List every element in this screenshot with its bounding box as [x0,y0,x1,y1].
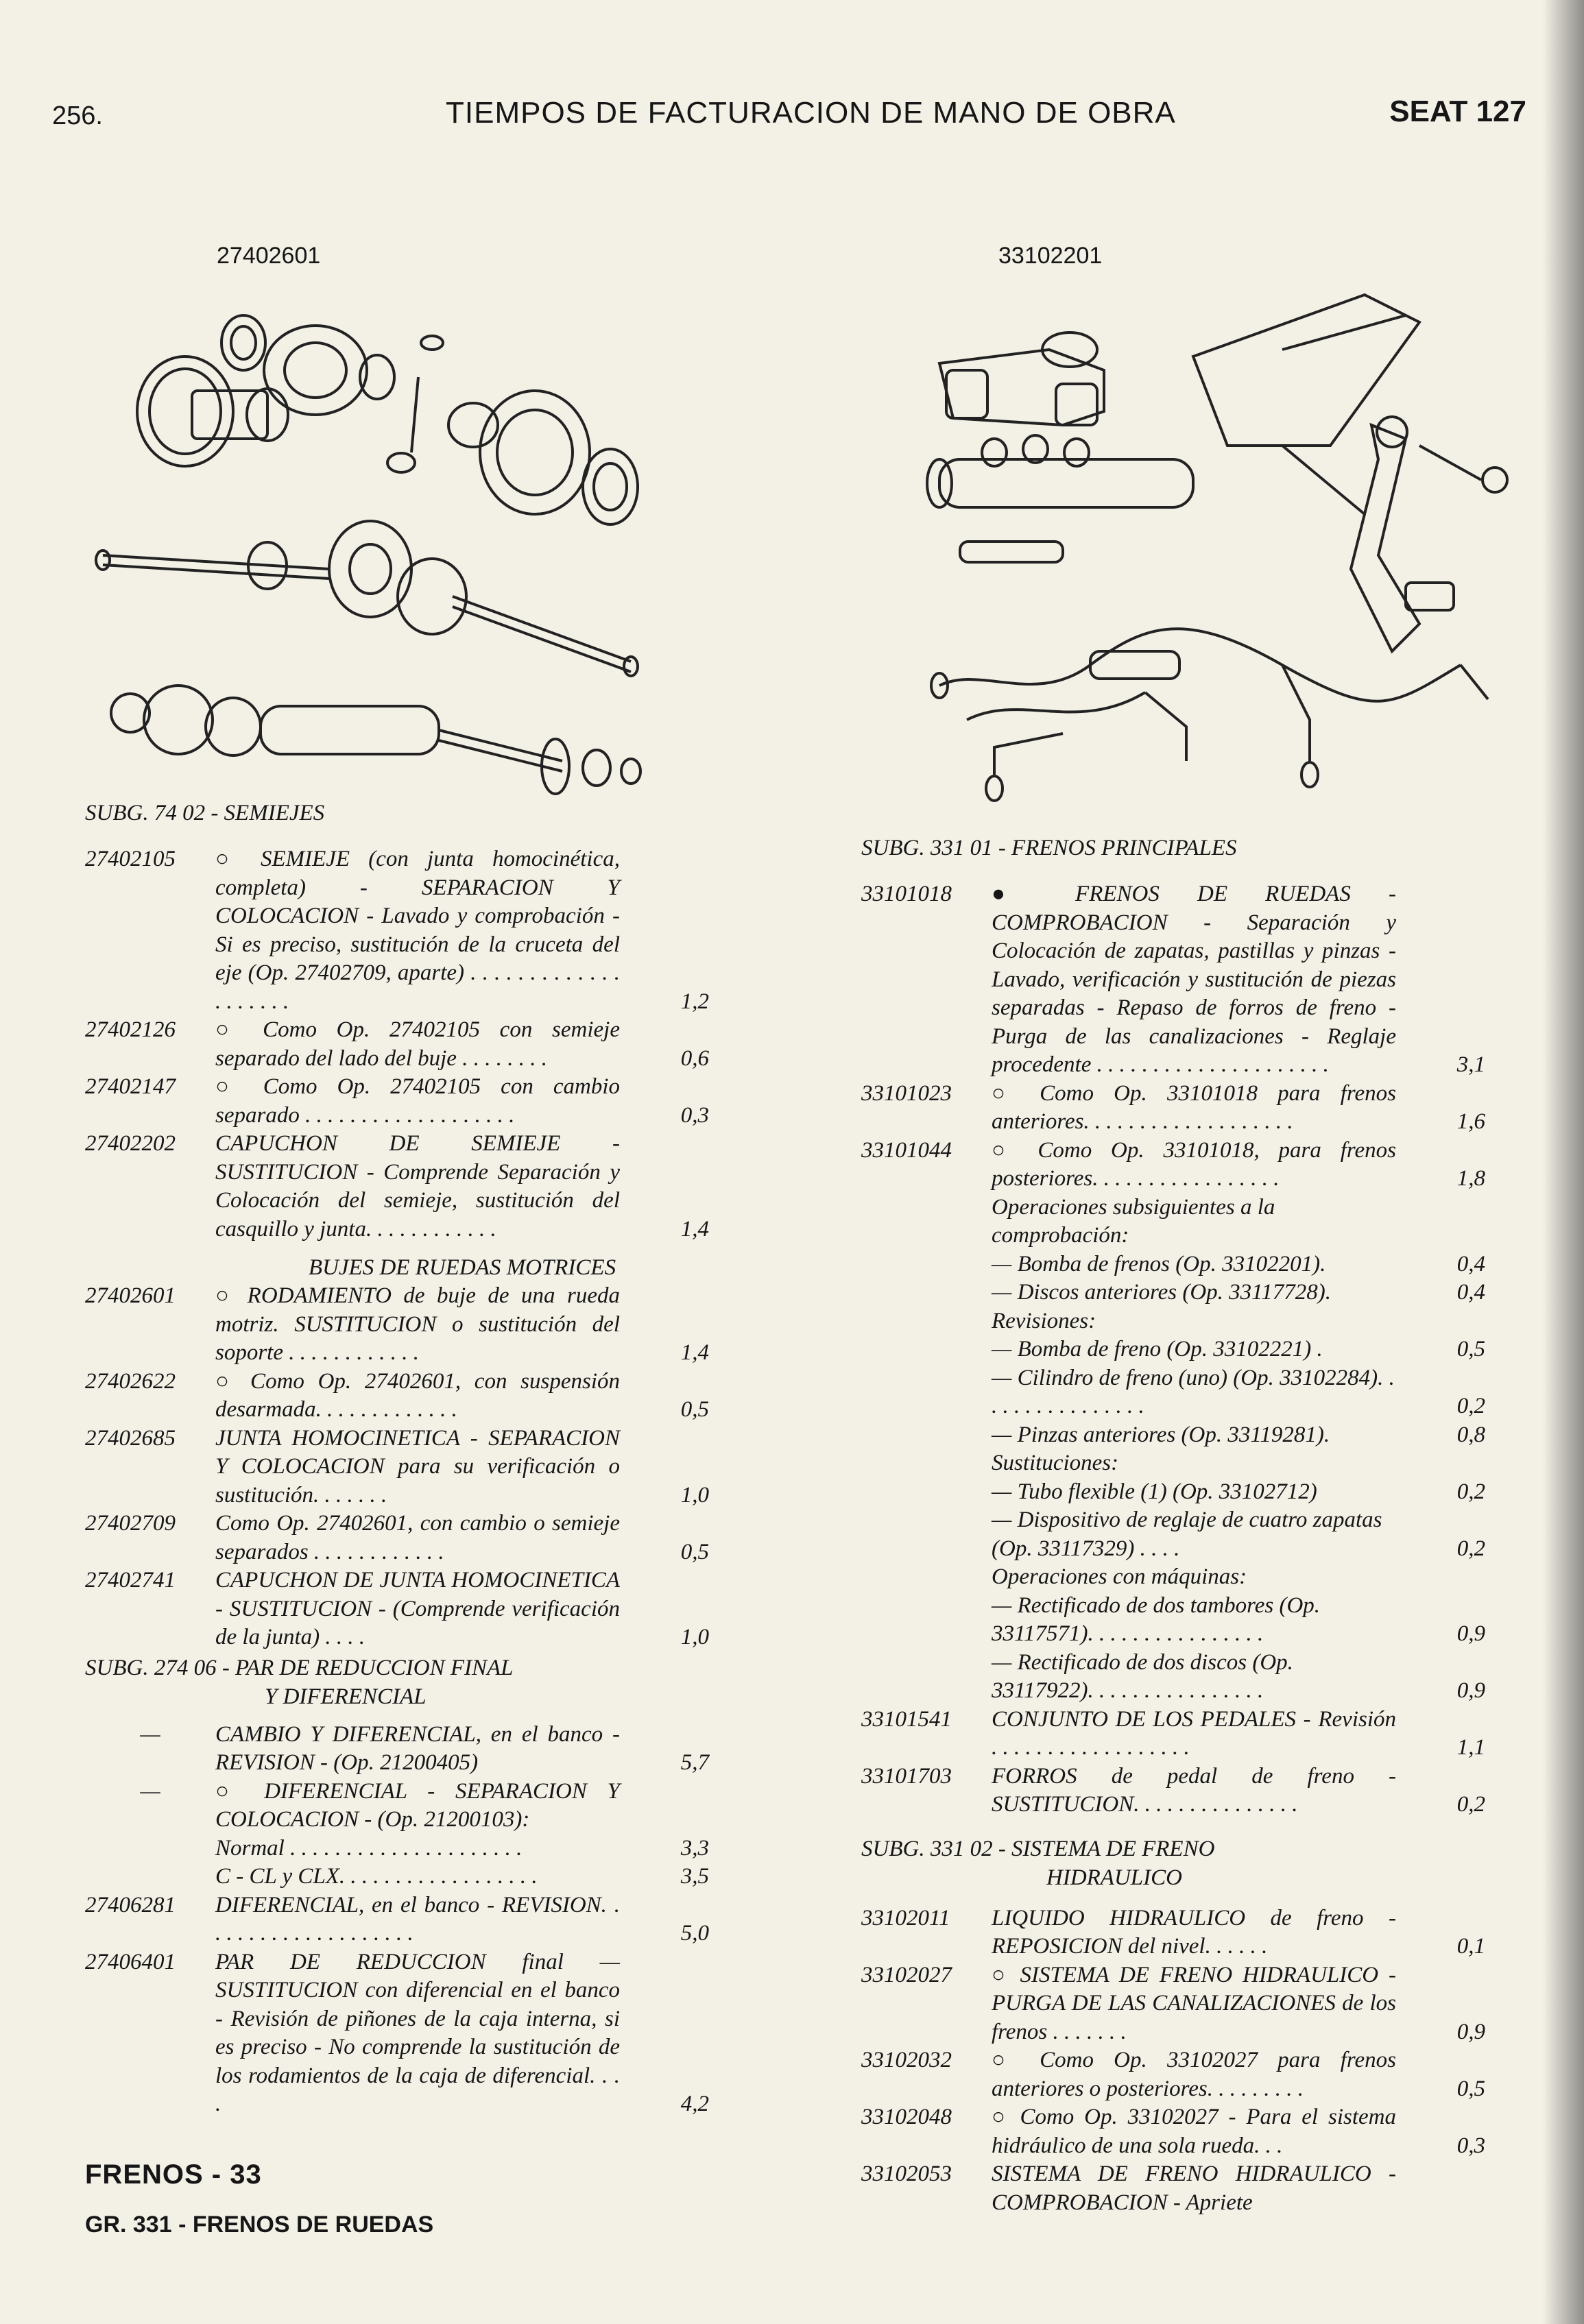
sub-operation: — Discos anteriores (Op. 33117728). [992,1280,1331,1305]
left-column [85,799,709,2119]
half-shaft-illustration [96,521,638,676]
variant-label: C - CL y CLX. . . . . . . . . . . . . . . . . . [215,1864,538,1889]
sub-operation: — Tubo flexible (1) (Op. 33102712) [992,1479,1317,1504]
operation-code: 27402202 [85,1131,176,1156]
operation-code: 33102011 [861,1905,950,1930]
page-number: 256. [52,101,103,130]
operation-time: 1,0 [680,1482,709,1508]
section-subheading: BUJES DE RUEDAS MOTRICES [308,1255,616,1280]
operation-description: SISTEMA DE FRENO HIDRAULICO - COMPROBACION - Apriete [992,2162,1396,2215]
operation-description: FORROS de pedal de freno - SUSTITUCION. . . . . . . . . . . . . . . [992,1763,1396,1817]
operation-code: 27402741 [85,1568,176,1593]
section-label: Operaciones subsiguientes a la comprobación: [992,1194,1275,1248]
operation-time: 0,6 [680,1045,709,1071]
section-label: Revisiones: [992,1308,1096,1333]
operation-description: ○ Como Op. 33101018 para frenos anteriores. . . . . . . . . . . . . . . . . . . [992,1080,1396,1134]
operation-time: 0,5 [680,1397,709,1422]
operation-code: 27402685 [85,1425,176,1451]
operation-description: ○ Como Op. 27402105 con cambio separado . . . . . . . . . . . . . . . . . . . [215,1074,620,1128]
list-item [861,2103,1485,2160]
sub-operation: — Pinzas anteriores (Op. 33119281). [992,1422,1330,1447]
operation-time: 0,5 [680,1539,709,1564]
operation-description: CONJUNTO DE LOS PEDALES - Revisión . . . . . . . . . . . . . . . . . . [992,1706,1396,1760]
section-label: Sustituciones: [992,1451,1119,1475]
operation-code: 27406281 [85,1892,176,1917]
right-column [861,834,1485,2217]
operation-time: 0,8 [1456,1422,1485,1447]
operation-code: 33102053 [861,2162,952,2186]
variant-label: Normal . . . . . . . . . . . . . . . . . . . . . [215,1835,523,1861]
brake-fluid-reservoir-illustration [939,332,1104,425]
operation-time: 0,5 [1456,2076,1485,2101]
list-item [85,1863,709,1891]
sub-operation: — Bomba de frenos (Op. 33102201). [992,1251,1326,1276]
operation-description: ○ Como Op. 33101018, para frenos posteriores. . . . . . . . . . . . . . . . . [992,1137,1396,1191]
subgroup-heading-line: SUBG. 274 06 - PAR DE REDUCCION FINAL [85,1655,514,1680]
operation-time: 0,2 [1456,1792,1485,1817]
operation-description: JUNTA HOMOCINETICA - SEPARACION Y COLOCACION para su verificación o sustitución. . . . . . . [215,1425,620,1508]
operation-description: ○ DIFERENCIAL - SEPARACION Y COLOCACION - (Op. 21200103): [215,1778,620,1832]
operation-code: 27406401 [85,1949,176,1974]
operation-time: 0,2 [1456,1394,1485,1418]
operation-time: 0,2 [1456,1479,1485,1504]
operation-time: 0,9 [1456,1621,1485,1646]
operation-description: ○ Como Op. 27402105 con semieje separado del lado del buje . . . . . . . . [215,1017,620,1071]
list-item [861,1563,1485,1592]
operation-time: 1,1 [1456,1735,1485,1760]
operation-time: 0,1 [1456,1934,1485,1959]
subgroup-heading: SUBG. 331 01 - FRENOS PRINCIPALES [861,836,1237,860]
section-footer: FRENOS - 33 [85,2159,262,2190]
list-item [85,1282,709,1368]
brake-lines-illustration [931,629,1488,801]
list-item [85,1891,709,1948]
operation-code: 33102027 [861,1962,952,1987]
master-cylinder-illustration [927,435,1193,562]
list-item [85,1510,709,1566]
list-item [85,845,709,1016]
list-item [85,1566,709,1652]
operation-description: ○ SEMIEJE (con junta homocinética, completa) - SEPARACION Y COLOCACION - Lavado y comprobación - Si es preciso, sustitución de la cruceta del eje (Op. 27402709, aparte) . . . . . . . . . . . . . . . . . . . . [215,847,620,1014]
operation-time: 0,4 [1456,1280,1485,1305]
list-item [85,1425,709,1510]
left-figure-code: 27402601 [217,243,321,269]
operation-code: 33101018 [861,882,952,906]
operation-description: ○ Como Op. 33102027 para frenos anteriores o posteriores. . . . . . . . . [992,2048,1396,2101]
operation-time: 3,1 [1456,1052,1485,1077]
list-item [861,1335,1485,1364]
list-item [861,1194,1485,1250]
operation-time: 5,0 [680,1921,709,1946]
operation-time: 3,5 [680,1864,709,1889]
operation-code: 27402622 [85,1368,176,1394]
subgroup-heading-line: HIDRAULICO [1046,1865,1182,1890]
list-item [85,1130,709,1244]
list-item [861,1364,1485,1421]
subgroup-heading-line: Y DIFERENCIAL [265,1684,427,1709]
list-item [861,1478,1485,1507]
page-title: TIEMPOS DE FACTURACION DE MANO DE OBRA [446,96,1176,130]
list-item [861,1250,1485,1279]
entry-list [861,880,1485,1819]
operation-description: PAR DE REDUCCION final — SUSTITUCION con diferencial en el banco - Revisión de piñones de la caja interna, si es preciso - No comprende la sustitución de los rodamientos de la caja de diferencial. . . . [215,1949,620,2116]
group-footer: GR. 331 - FRENOS DE RUEDAS [85,2212,434,2238]
list-item [861,1706,1485,1763]
operation-time: 1,0 [680,1625,709,1649]
sub-operation: — Rectificado de dos discos (Op. 33117922). . . . . . . . . . . . . . . . [992,1649,1293,1703]
list-item [861,1421,1485,1450]
list-item [861,1137,1485,1194]
operation-time: 1,8 [1456,1166,1485,1191]
operation-code: 27402601 [85,1283,176,1308]
subgroup-heading [85,1654,709,1711]
operation-code: 27402126 [85,1017,176,1042]
operation-description: ● FRENOS DE RUEDAS - COMPROBACION - Separación y Colocación de zapatas, pastillas y pinzas - Lavado, verificación y sustitución de piezas separadas - Repaso de forros de freno - Purga de las canalizaciones - Reglaje procedente . . . . . . . . . . . . . . . . . . . . . [992,882,1396,1077]
operation-code: 33101023 [861,1080,952,1106]
operation-description: Como Op. 27402601, con cambio o semieje separados . . . . . . . . . . . . [215,1511,620,1564]
list-item [861,1080,1485,1137]
right-figure-code: 33102201 [998,243,1103,269]
entry-list [85,1721,709,2119]
operation-time: 0,3 [680,1102,709,1128]
operation-code: 33101541 [861,1706,952,1732]
subgroup-heading [861,1835,1485,1892]
section-label: Operaciones con máquinas: [992,1564,1247,1589]
brand-label: SEAT 127 [1389,95,1526,128]
operation-code: 33101703 [861,1763,952,1789]
list-item [85,1778,709,1835]
sub-operation: — Cilindro de freno (uno) (Op. 33102284). . . . . . . . . . . . . . . . [992,1365,1395,1418]
list-item [85,1721,709,1778]
operation-time: 4,2 [680,2092,709,2116]
list-item [85,1073,709,1130]
operation-time: 1,2 [680,989,709,1014]
brake-system-exploded-drawing [898,281,1515,836]
semieje-exploded-drawing [89,288,706,809]
differential-gears-illustration [137,315,638,524]
list-item [861,1961,1485,2047]
entry-list [85,845,709,1244]
operation-code: 27402105 [85,847,176,871]
operation-description: ○ Como Op. 33102027 - Para el sistema hidráulico de una sola rueda. . . [992,2105,1396,2158]
operation-time: 5,7 [680,1750,709,1775]
homokinetic-joint-illustration [111,686,640,794]
list-item [85,1948,709,2119]
entry-list [861,1904,1485,2218]
list-item [861,1763,1485,1819]
list-item [85,1368,709,1425]
sub-operation: — Dispositivo de reglaje de cuatro zapatas (Op. 33117329) . . . . [992,1508,1382,1561]
operation-time: 3,3 [680,1835,709,1861]
entry-list [85,1282,709,1652]
page-edge-shadow [1543,0,1584,2324]
pedal-bracket-illustration [1193,295,1507,651]
operation-time: 0,9 [1456,1678,1485,1703]
operation-time: 1,4 [680,1216,709,1242]
list-item [861,1649,1485,1706]
operation-code: 33102032 [861,2048,952,2072]
list-item [85,1016,709,1073]
operation-code: — [140,1721,160,1747]
operation-description: CAMBIO Y DIFERENCIAL, en el banco - REVISION - (Op. 21200405) [215,1721,620,1775]
list-item [861,2160,1485,2217]
subgroup-heading-line: SUBG. 331 02 - SISTEMA DE FRENO [861,1836,1215,1861]
operation-code: — [140,1778,160,1804]
operation-code: 27402709 [85,1511,176,1536]
operation-description: ○ Como Op. 27402601, con suspensión desarmada. . . . . . . . . . . . . [215,1368,620,1422]
operation-code: 33101044 [861,1137,952,1163]
operation-time: 0,5 [1456,1337,1485,1361]
operation-description: DIFERENCIAL, en el banco - REVISION. . . . . . . . . . . . . . . . . . . . [215,1892,620,1946]
operation-time: 0,3 [1456,2133,1485,2158]
operation-code: 27402147 [85,1074,176,1099]
list-item [861,2046,1485,2103]
list-item [861,1449,1485,1478]
operation-time: 1,6 [1456,1109,1485,1134]
operation-description: ○ RODAMIENTO de buje de una rueda motriz. SUSTITUCION o sustitución del soporte . . . . . . . . . . . . [215,1283,620,1365]
list-item [861,1307,1485,1336]
sub-operation: — Rectificado de dos tambores (Op. 33117571). . . . . . . . . . . . . . . . [992,1593,1321,1646]
list-item [861,1279,1485,1307]
list-item [861,880,1485,1080]
operation-code: 33102048 [861,2105,952,2129]
list-item [861,1592,1485,1649]
subgroup-heading: SUBG. 74 02 - SEMIEJES [85,801,325,825]
operation-description: CAPUCHON DE SEMIEJE - SUSTITUCION - Comprende Separación y Colocación del semieje, sustitución del casquillo y junta. . . . . . . . . . . . [215,1131,620,1242]
operation-time: 1,4 [680,1340,709,1365]
list-item [861,1904,1485,1961]
operation-time: 0,2 [1456,1536,1485,1561]
operation-time: 0,4 [1456,1251,1485,1276]
operation-time: 0,9 [1456,2019,1485,2044]
operation-description: ○ SISTEMA DE FRENO HIDRAULICO - PURGA DE LAS CANALIZACIONES de los frenos . . . . . . . [992,1962,1396,2044]
sub-operation: — Bomba de freno (Op. 33102221) . [992,1337,1323,1361]
list-item [85,1835,709,1863]
list-item [861,1506,1485,1563]
operation-description: CAPUCHON DE JUNTA HOMOCINETICA - SUSTITUCION - (Comprende verificación de la junta) . . . . [215,1568,620,1649]
operation-description: LIQUIDO HIDRAULICO de freno - REPOSICION del nivel. . . . . . [992,1905,1396,1959]
